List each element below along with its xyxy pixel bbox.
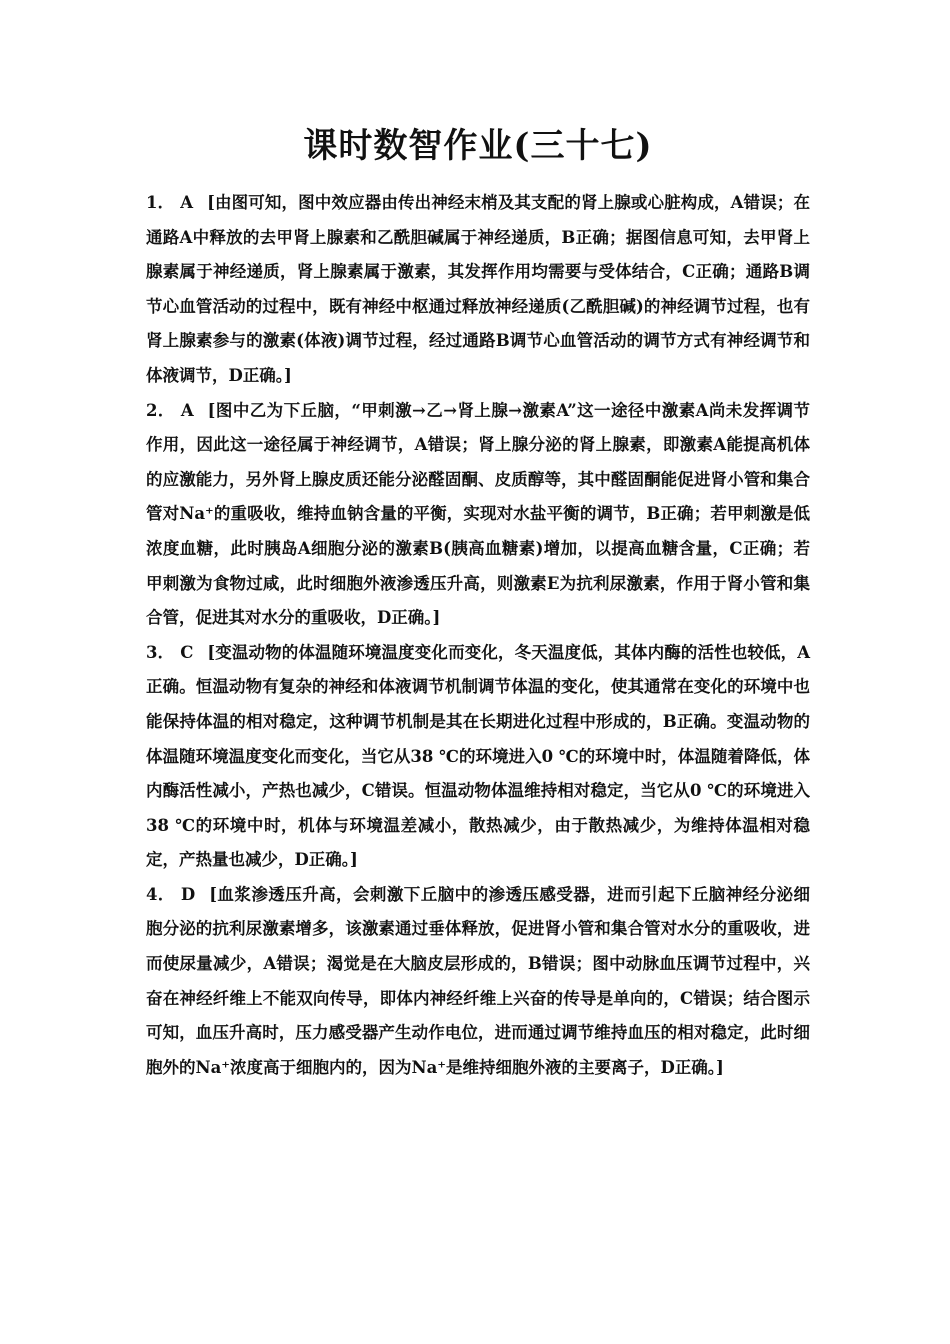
answer-item-1	[146, 186, 810, 394]
answer-explanation: [图中乙为下丘脑，“甲刺激→乙→肾上腺→激素A”这一途径中激素A尚未发挥调节作用，因此这一途径属于神经调节，A错误；肾上腺分泌的肾上腺素，即激素A能提高机体的应激能力，另外肾上腺皮质还能分泌醛固酮、皮质醇等，其中醛固酮能促进肾小管和集合管对Na⁺的重吸收，维持血钠含量的平衡，实现对水盐平衡的调节，B正确；若甲刺激是低浓度血糖，此时胰岛A细胞分泌的激素B(胰高血糖素)增加，以提高血糖含量，C正确；若甲刺激为食物过咸，此时细胞外液渗透压升高，则激素E为抗利尿激素，作用于肾小管和集合管，促进其对水分的重吸收，D正确。]	[146, 400, 810, 628]
answer-item-4	[146, 878, 810, 1086]
answer-item-3	[146, 636, 810, 878]
answer-key: C	[180, 642, 194, 662]
answer-number: 4．	[146, 884, 175, 904]
answer-number: 1．	[146, 193, 175, 212]
answer-key: A	[180, 193, 194, 212]
answer-explanation: [血浆渗透压升高，会刺激下丘脑中的渗透压感受器，进而引起下丘脑神经分泌细胞分泌的抗利尿激素增多，该激素通过垂体释放，促进肾小管和集合管对水分的重吸收，进而使尿量减少，A错误；渴觉是在大脑皮层形成的，B错误；图中动脉血压调节过程中，兴奋在神经纤维上不能双向传导，即体内神经纤维上兴奋的传导是单向的，C错误；结合图示可知，血压升高时，压力感受器产生动作电位，进而通过调节维持血压的相对稳定，此时细胞外的Na⁺浓度高于细胞内的，因为Na⁺是维持细胞外液的主要离子，D正确。]	[146, 884, 810, 1077]
answer-key: D	[180, 884, 196, 904]
document-page	[146, 120, 810, 1085]
answer-key: A	[180, 400, 194, 420]
answer-item-2	[146, 394, 810, 636]
answer-number: 3．	[146, 642, 175, 662]
answer-explanation: [由图可知，图中效应器由传出神经末梢及其支配的肾上腺或心脏构成，A错误；在通路A中释放的去甲肾上腺素和乙酰胆碱属于神经递质，B正确；据图信息可知，去甲肾上腺素属于神经递质，肾上腺素属于激素，其发挥作用均需要与受体结合，C正确；通路B调节心血管活动的过程中，既有神经中枢通过释放神经递质(乙酰胆碱)的神经调节过程，也有肾上腺素参与的激素(体液)调节过程，经过通路B调节心血管活动的调节方式有神经调节和体液调节，D正确。]	[146, 193, 810, 385]
answer-explanation: [变温动物的体温随环境温度变化而变化，冬天温度低，其体内酶的活性也较低，A正确。恒温动物有复杂的神经和体液调节机制调节体温的变化，使其通常在变化的环境中也能保持体温的相对稳定，这种调节机制是其在长期进化过程中形成的，B正确。变温动物的体温随环境温度变化而变化，当它从38 ℃的环境进入0 ℃的环境中时，体温随着降低，体内酶活性减小，产热也减少，C错误。恒温动物体温维持相对稳定，当它从0 ℃的环境进入38 ℃的环境中时，机体与环境温差减小，散热减少，由于散热减少，为维持体温相对稳定，产热量也减少，D正确。]	[146, 642, 810, 870]
page-title: 课时数智作业(三十七)	[303, 126, 653, 166]
answer-number: 2．	[146, 400, 175, 420]
